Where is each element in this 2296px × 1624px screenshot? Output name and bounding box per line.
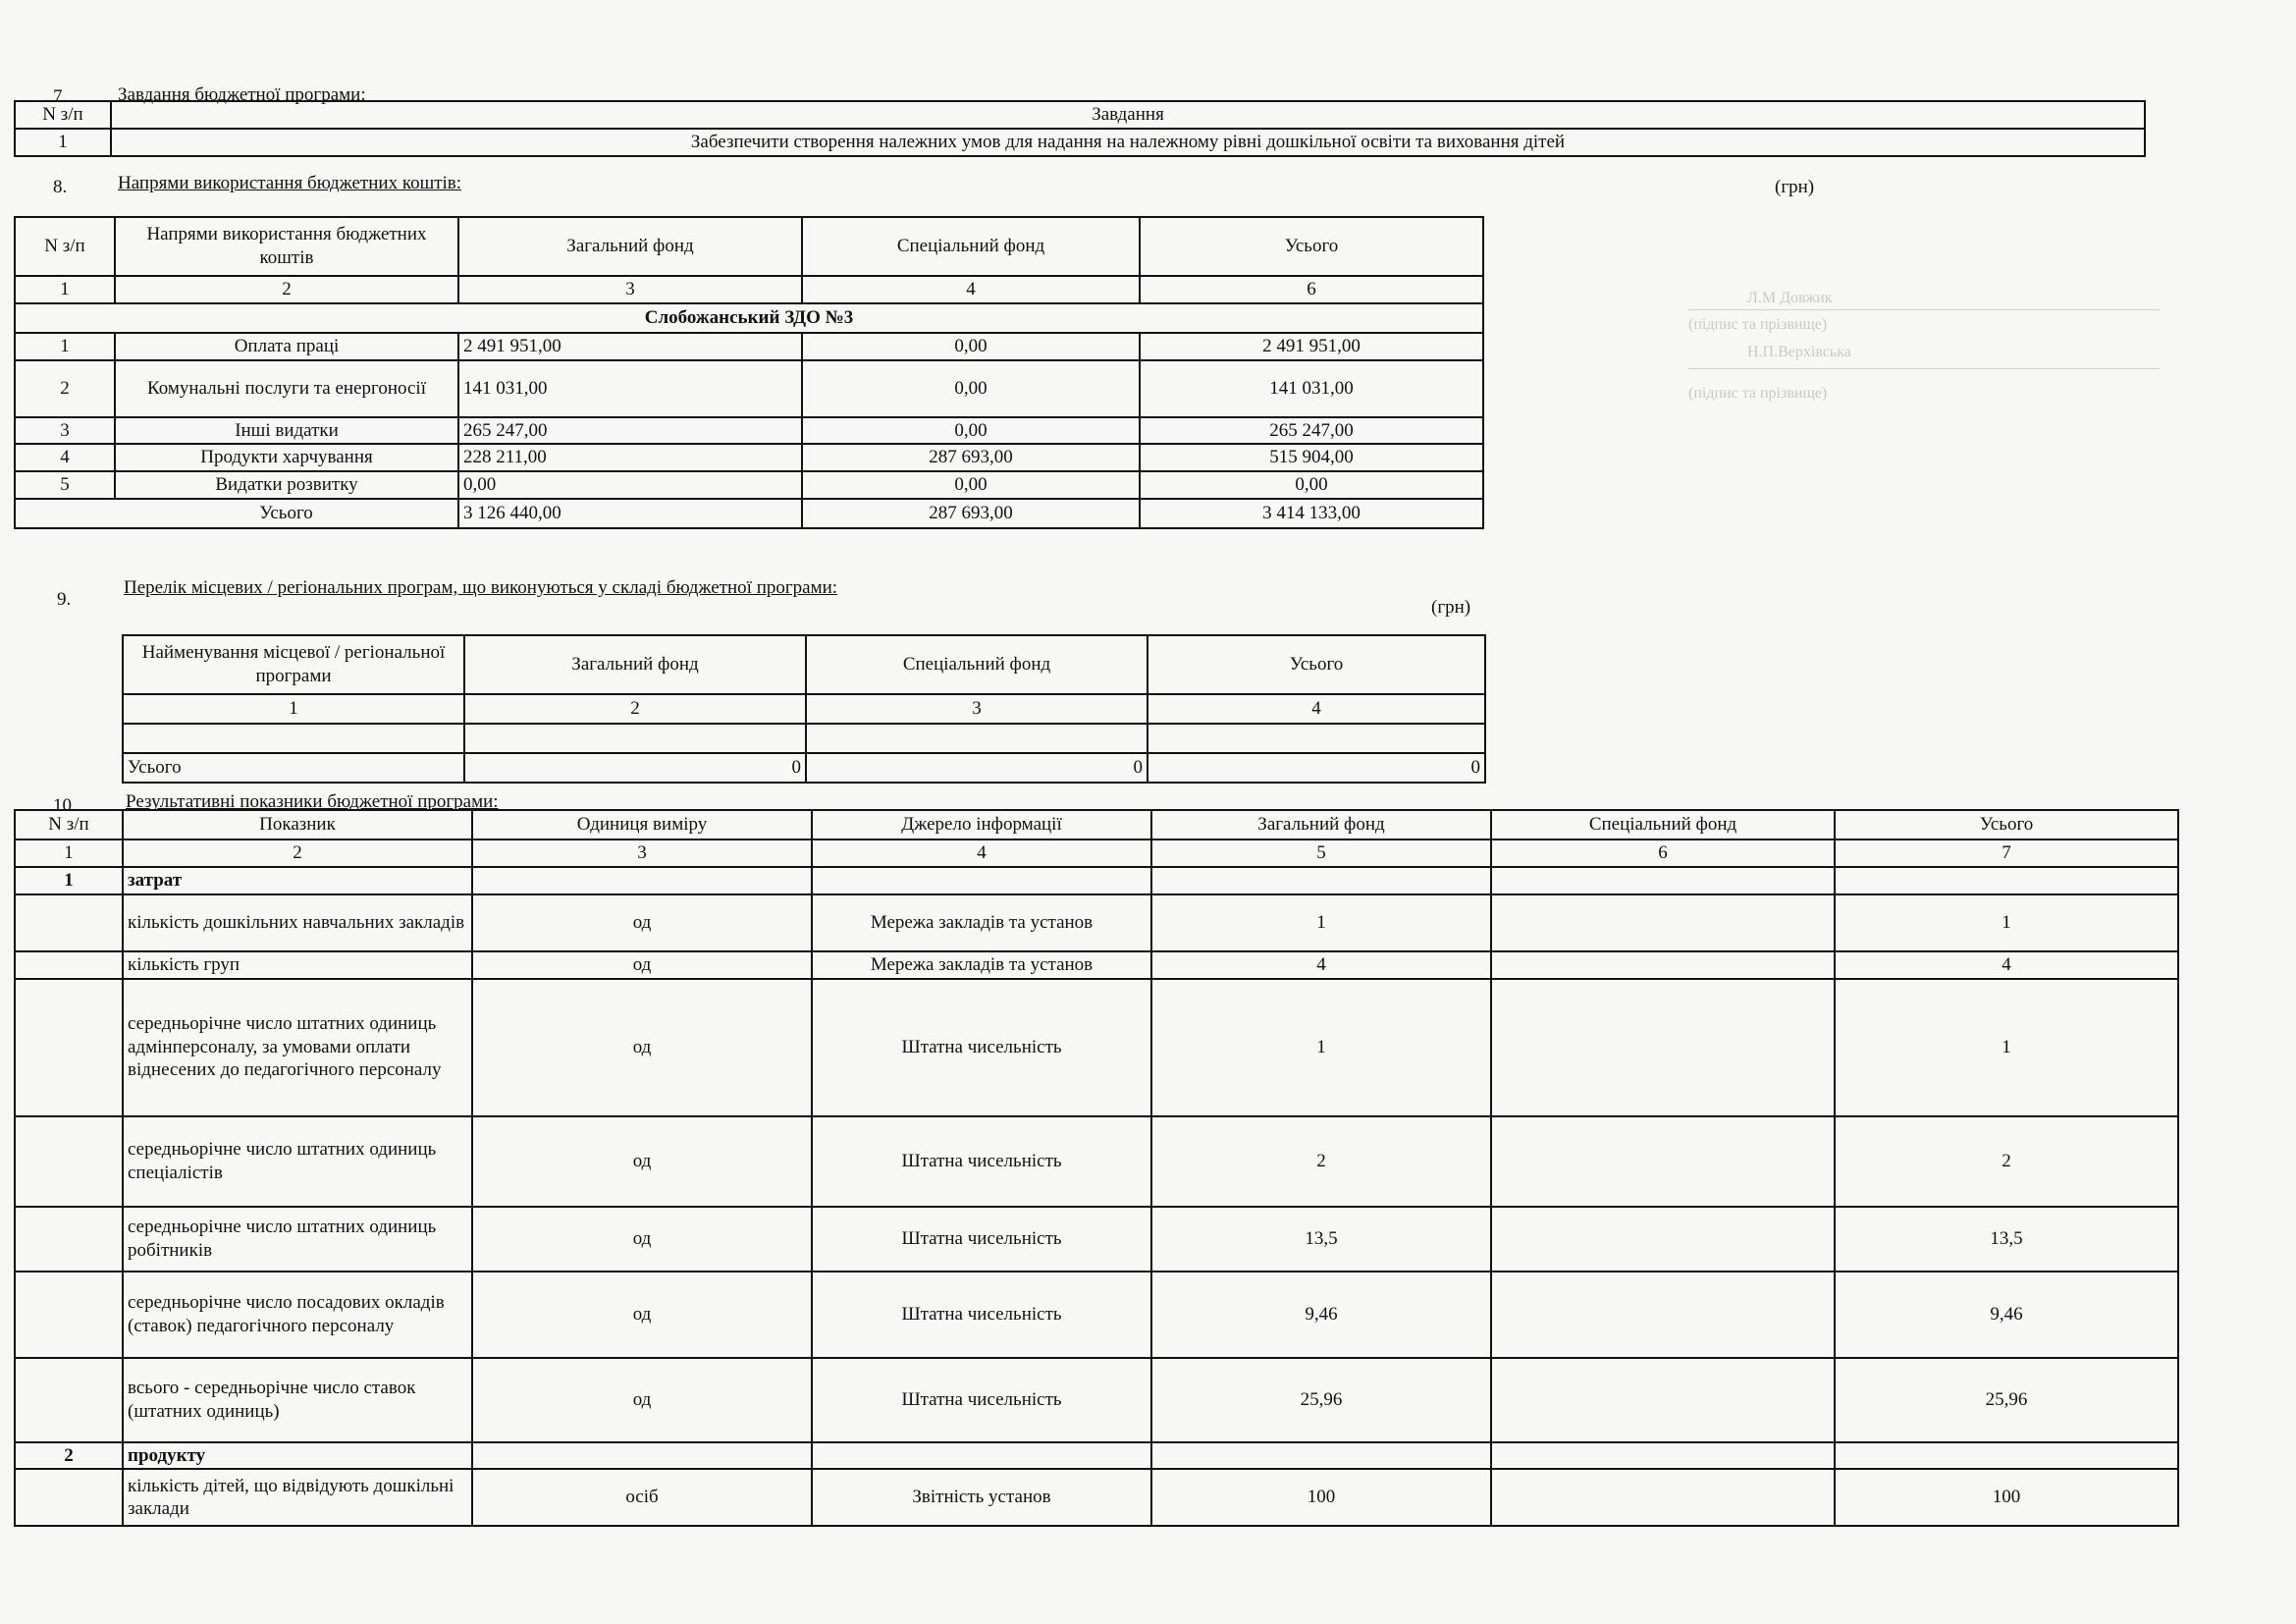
source-cell: Штатна чисельність — [812, 979, 1151, 1116]
column-number: 3 — [472, 839, 812, 867]
total-value: 25,96 — [1835, 1358, 2178, 1442]
row-number: 1 — [15, 129, 111, 156]
special-fund-value — [1491, 1469, 1835, 1526]
section-8-unit: (грн) — [1775, 177, 1815, 197]
total-value: 2 — [1835, 1116, 2178, 1207]
unit-cell: од — [472, 1116, 812, 1207]
column-number-row — [15, 276, 1483, 303]
empty-cell — [15, 1272, 123, 1358]
special-fund-total: 287 693,00 — [802, 499, 1140, 528]
row-number: 1 — [15, 333, 115, 360]
header-cell: N з/п — [15, 217, 115, 276]
header-cell: Усього — [1835, 810, 2178, 839]
general-fund-value: 100 — [1151, 1469, 1491, 1526]
column-number: 1 — [15, 839, 123, 867]
empty-cell — [15, 1207, 123, 1272]
indicator-name: кількість дітей, що відвідують дошкільні заклади — [123, 1469, 472, 1526]
direction-name: Комунальні послуги та енергоносії — [115, 360, 458, 417]
section-10-number: 10. — [53, 795, 77, 816]
table-row — [15, 951, 2178, 979]
empty-cell — [472, 867, 812, 894]
section-7-number: 7. — [53, 86, 68, 107]
unit-cell: од — [472, 894, 812, 951]
direction-name: Продукти харчування — [115, 444, 458, 471]
column-number: 3 — [806, 694, 1148, 724]
bleed-line — [1688, 368, 2160, 369]
budget-directions-table — [14, 216, 1484, 529]
column-number: 1 — [123, 694, 464, 724]
column-number: 5 — [1151, 839, 1491, 867]
empty-cell — [15, 1116, 123, 1207]
group-number: 1 — [15, 867, 123, 894]
table-row — [15, 471, 1483, 499]
unit-cell: осіб — [472, 1469, 812, 1526]
table-row — [15, 444, 1483, 471]
header-cell: Джерело інформації — [812, 810, 1151, 839]
column-number-row — [15, 839, 2178, 867]
empty-cell — [123, 724, 464, 753]
total-value: 2 491 951,00 — [1140, 333, 1483, 360]
total-row — [15, 499, 1483, 528]
general-fund-value: 1 — [1151, 979, 1491, 1116]
row-number: 4 — [15, 444, 115, 471]
general-fund-value: 4 — [1151, 951, 1491, 979]
empty-cell — [15, 1469, 123, 1526]
general-fund-value: 25,96 — [1151, 1358, 1491, 1442]
table-row — [15, 333, 1483, 360]
indicator-name: всього - середньорічне число ставок (штатних одиниць) — [123, 1358, 472, 1442]
total-value: 0,00 — [1140, 471, 1483, 499]
special-fund-value: 0,00 — [802, 471, 1140, 499]
group-name: продукту — [123, 1442, 472, 1470]
table-header-row — [15, 101, 2145, 129]
column-number: 2 — [115, 276, 458, 303]
empty-cell — [1148, 724, 1485, 753]
special-fund-value — [1491, 894, 1835, 951]
section-9-title: Перелік місцевих / регіональних програм, що виконуються у складі бюджетної програми: — [124, 577, 838, 598]
table-row — [15, 417, 1483, 445]
column-number-row — [123, 694, 1485, 724]
special-fund-value: 0,00 — [802, 333, 1140, 360]
group-row — [15, 1442, 2178, 1470]
table-header-row — [15, 810, 2178, 839]
column-number: 2 — [123, 839, 472, 867]
table-row — [15, 1358, 2178, 1442]
total-label: Усього — [115, 499, 458, 528]
total-value: 1 — [1835, 979, 2178, 1116]
special-fund-value: 0,00 — [802, 360, 1140, 417]
table-row — [15, 1272, 2178, 1358]
source-cell: Штатна чисельність — [812, 1358, 1151, 1442]
general-fund-value: 141 031,00 — [458, 360, 802, 417]
source-cell: Звітність установ — [812, 1469, 1151, 1526]
empty-cell — [806, 724, 1148, 753]
unit-cell: од — [472, 1272, 812, 1358]
header-cell: Найменування місцевої / регіональної програми — [123, 635, 464, 694]
empty-cell — [1151, 1442, 1491, 1470]
institution-name: Слобожанський ЗДО №3 — [15, 303, 1483, 333]
group-row — [15, 303, 1483, 333]
section-10-title: Результативні показники бюджетної програми: — [126, 791, 499, 812]
performance-indicators-table — [14, 809, 2179, 1527]
header-cell: Загальний фонд — [458, 217, 802, 276]
empty-cell — [1491, 1442, 1835, 1470]
section-9-unit: (грн) — [1431, 597, 1471, 618]
general-fund-total: 3 126 440,00 — [458, 499, 802, 528]
unit-cell: од — [472, 979, 812, 1116]
source-cell: Штатна чисельність — [812, 1272, 1151, 1358]
total-value: 1 — [1835, 894, 2178, 951]
section-7-title: Завдання бюджетної програми: — [118, 84, 366, 105]
empty-cell — [1491, 867, 1835, 894]
column-number: 4 — [1148, 694, 1485, 724]
total-label: Усього — [123, 753, 464, 783]
empty-cell — [15, 951, 123, 979]
total-row — [123, 753, 1485, 783]
special-fund-value — [1491, 979, 1835, 1116]
bleed-text-name1: Л.М Довжик — [1747, 290, 1833, 306]
special-fund-value — [1491, 1272, 1835, 1358]
grand-total: 0 — [1148, 753, 1485, 783]
header-cell: Спеціальний фонд — [802, 217, 1140, 276]
column-number: 4 — [802, 276, 1140, 303]
table-row — [15, 894, 2178, 951]
tasks-table — [14, 100, 2146, 157]
column-number: 1 — [15, 276, 115, 303]
general-fund-value: 2 — [1151, 1116, 1491, 1207]
table-row — [15, 1116, 2178, 1207]
empty-cell — [15, 499, 115, 528]
indicator-name: кількість дошкільних навчальних закладів — [123, 894, 472, 951]
header-cell: Спеціальний фонд — [806, 635, 1148, 694]
empty-cell — [15, 1358, 123, 1442]
indicator-name: середньорічне число штатних одиниць спеціалістів — [123, 1116, 472, 1207]
column-number: 3 — [458, 276, 802, 303]
source-cell: Штатна чисельність — [812, 1116, 1151, 1207]
table-row — [15, 1469, 2178, 1526]
column-number: 6 — [1140, 276, 1483, 303]
unit-cell: од — [472, 951, 812, 979]
bleed-text-name2: Н.П.Верхівська — [1747, 344, 1851, 360]
source-cell: Мережа закладів та установ — [812, 894, 1151, 951]
header-cell: Загальний фонд — [464, 635, 806, 694]
general-fund-value: 228 211,00 — [458, 444, 802, 471]
direction-name: Оплата праці — [115, 333, 458, 360]
empty-cell — [812, 1442, 1151, 1470]
general-fund-value: 2 491 951,00 — [458, 333, 802, 360]
total-value: 265 247,00 — [1140, 417, 1483, 445]
special-fund-value — [1491, 1358, 1835, 1442]
task-text: Забезпечити створення належних умов для надання на належному рівні дошкільної освіти та виховання дітей — [111, 129, 2145, 156]
table-row — [15, 360, 1483, 417]
header-cell: Усього — [1140, 217, 1483, 276]
header-cell: Напрями використання бюджетних коштів — [115, 217, 458, 276]
total-value: 100 — [1835, 1469, 2178, 1526]
table-header-row — [123, 635, 1485, 694]
bleed-text-role1: (підпис та прізвище) — [1688, 316, 1828, 333]
table-row — [15, 979, 2178, 1116]
grand-total: 3 414 133,00 — [1140, 499, 1483, 528]
header-cell: Завдання — [111, 101, 2145, 129]
special-fund-value — [1491, 1116, 1835, 1207]
empty-cell — [1835, 1442, 2178, 1470]
table-row — [15, 129, 2145, 156]
empty-cell — [1151, 867, 1491, 894]
column-number: 4 — [812, 839, 1151, 867]
special-fund-total: 0 — [806, 753, 1148, 783]
total-value: 515 904,00 — [1140, 444, 1483, 471]
group-number: 2 — [15, 1442, 123, 1470]
header-cell: Показник — [123, 810, 472, 839]
empty-cell — [1835, 867, 2178, 894]
empty-cell — [15, 979, 123, 1116]
unit-cell: од — [472, 1358, 812, 1442]
special-fund-value — [1491, 1207, 1835, 1272]
empty-row — [123, 724, 1485, 753]
general-fund-value: 1 — [1151, 894, 1491, 951]
general-fund-value: 13,5 — [1151, 1207, 1491, 1272]
general-fund-total: 0 — [464, 753, 806, 783]
total-value: 13,5 — [1835, 1207, 2178, 1272]
general-fund-value: 0,00 — [458, 471, 802, 499]
empty-cell — [812, 867, 1151, 894]
row-number: 2 — [15, 360, 115, 417]
row-number: 3 — [15, 417, 115, 445]
empty-cell — [15, 894, 123, 951]
header-cell: Одиниця виміру — [472, 810, 812, 839]
header-cell: N з/п — [15, 101, 111, 129]
header-cell: N з/п — [15, 810, 123, 839]
special-fund-value: 287 693,00 — [802, 444, 1140, 471]
column-number: 6 — [1491, 839, 1835, 867]
column-number: 2 — [464, 694, 806, 724]
group-name: затрат — [123, 867, 472, 894]
header-cell: Спеціальний фонд — [1491, 810, 1835, 839]
total-value: 9,46 — [1835, 1272, 2178, 1358]
empty-cell — [472, 1442, 812, 1470]
source-cell: Мережа закладів та установ — [812, 951, 1151, 979]
total-value: 141 031,00 — [1140, 360, 1483, 417]
table-header-row — [15, 217, 1483, 276]
indicator-name: середньорічне число штатних одиниць адмінперсоналу, за умовами оплати віднесених до педагогічного персоналу — [123, 979, 472, 1116]
direction-name: Видатки розвитку — [115, 471, 458, 499]
total-value: 4 — [1835, 951, 2178, 979]
bleed-text-role2: (підпис та прізвище) — [1688, 385, 1828, 402]
special-fund-value — [1491, 951, 1835, 979]
general-fund-value: 9,46 — [1151, 1272, 1491, 1358]
bleed-line — [1688, 309, 2160, 310]
section-8-number: 8. — [53, 177, 68, 197]
local-programs-table — [122, 634, 1486, 784]
header-cell: Загальний фонд — [1151, 810, 1491, 839]
row-number: 5 — [15, 471, 115, 499]
table-row — [15, 1207, 2178, 1272]
general-fund-value: 265 247,00 — [458, 417, 802, 445]
indicator-name: середньорічне число посадових окладів (ставок) педагогічного персоналу — [123, 1272, 472, 1358]
group-row — [15, 867, 2178, 894]
section-8-title: Напрями використання бюджетних коштів: — [118, 173, 462, 193]
section-9-number: 9. — [57, 589, 72, 610]
indicator-name: середньорічне число штатних одиниць робітників — [123, 1207, 472, 1272]
header-cell: Усього — [1148, 635, 1485, 694]
indicator-name: кількість груп — [123, 951, 472, 979]
special-fund-value: 0,00 — [802, 417, 1140, 445]
direction-name: Інші видатки — [115, 417, 458, 445]
source-cell: Штатна чисельність — [812, 1207, 1151, 1272]
empty-cell — [464, 724, 806, 753]
unit-cell: од — [472, 1207, 812, 1272]
column-number: 7 — [1835, 839, 2178, 867]
